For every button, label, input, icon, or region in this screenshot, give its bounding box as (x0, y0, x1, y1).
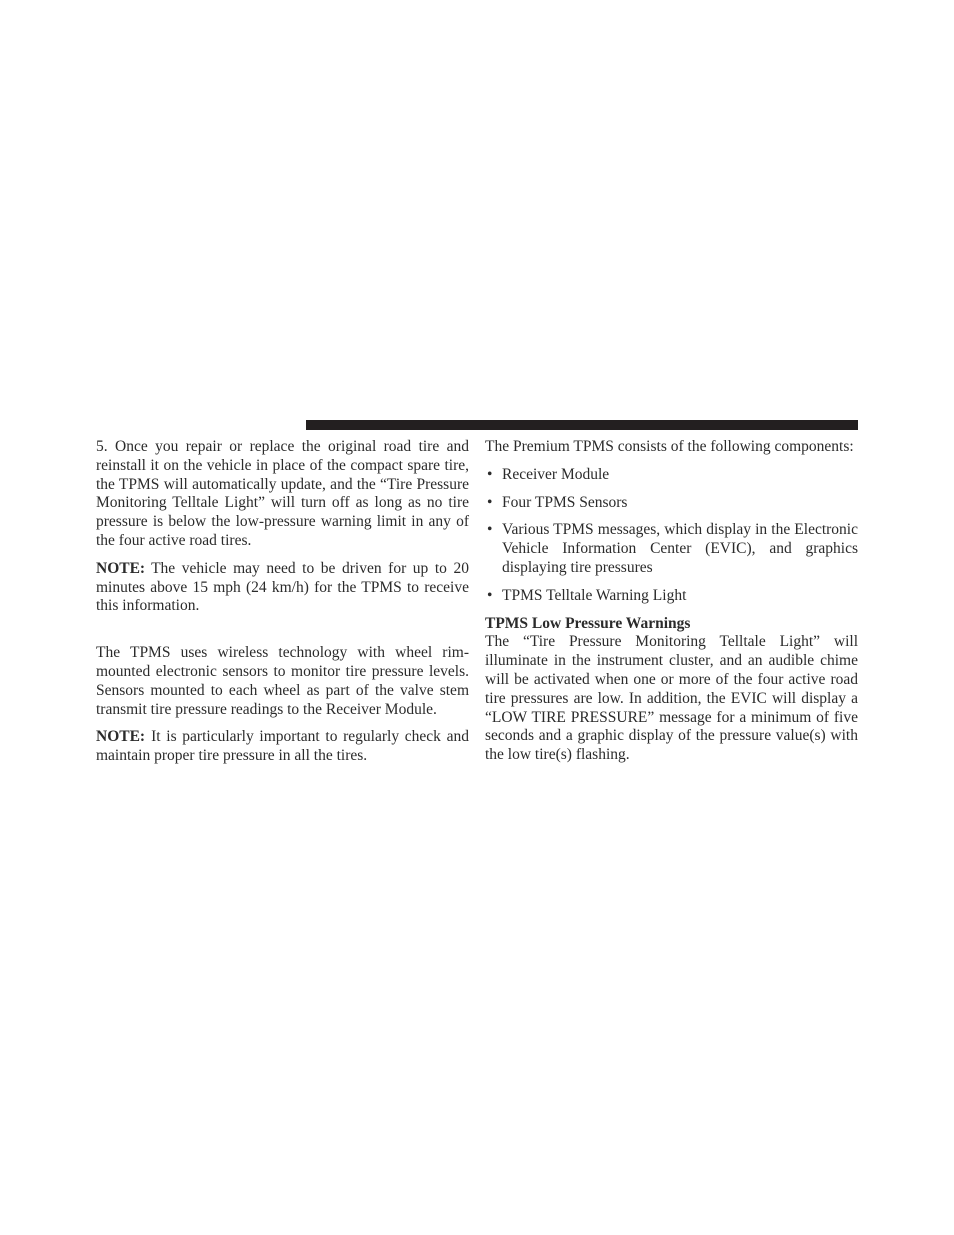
bullet-icon: • (487, 465, 493, 483)
bullet-icon: • (487, 586, 493, 604)
note-label: NOTE: (96, 559, 146, 577)
bullet-icon: • (487, 493, 493, 511)
note-label: NOTE: (96, 728, 146, 746)
list-item: • TPMS Telltale Warning Light (487, 586, 687, 604)
tpms-intro-paragraph: The TPMS uses wireless technology with wheel rim-mounted electronic sensors to monitor tire pressure levels. Sensors mounted to each wheel as part of the valve stem transmit tire pressure readings to the Receiver Module. (96, 644, 469, 718)
list-item: • Four TPMS Sensors (487, 493, 628, 511)
note-text: The vehicle may need to be driven for up to 20 minutes above 15 mph (24 km/h) for the TPMS to receive this information. (96, 559, 469, 615)
warnings-paragraph: The “Tire Pressure Monitoring Telltale Light” will illuminate in the instrument cluster, and an audible chime will be activated when one or more of the four active road tire pressures are low. In addition, the EVIC will display a “LOW TIRE PRESSURE” message for a minimum of five seconds and a graphic display of the pressure value(s) with the low tire(s) flashing. (485, 633, 858, 764)
right-column (485, 438, 858, 765)
components-intro: The Premium TPMS consists of the following components: (485, 438, 854, 455)
note-vehicle-drive (96, 560, 469, 616)
section-heading: TPMS Low Pressure Warnings (485, 614, 691, 632)
components-list (485, 466, 858, 606)
left-column (96, 438, 469, 766)
note-text: It is particularly important to regularly check and maintain proper tire pressure in all the tires. (96, 728, 469, 765)
section-header-bar (306, 420, 858, 430)
list-item: • Receiver Module (487, 465, 610, 483)
step-5-paragraph: 5. Once you repair or replace the original road tire and reinstall it on the vehicle in place of the compact spare tire, the TPMS will automatically update, and the “Tire Pressure Monitoring Telltale Light” will turn off as long as no tire pressure is below the low-pressure warning limit in any of the four active road tires. (96, 438, 469, 549)
list-item: • Various TPMS messages, which display in the Electronic Vehicle Information Center (EVIC), and graphics displaying tire pressures (487, 521, 858, 576)
bullet-icon: • (487, 521, 493, 539)
note-tire-pressure (96, 728, 469, 766)
